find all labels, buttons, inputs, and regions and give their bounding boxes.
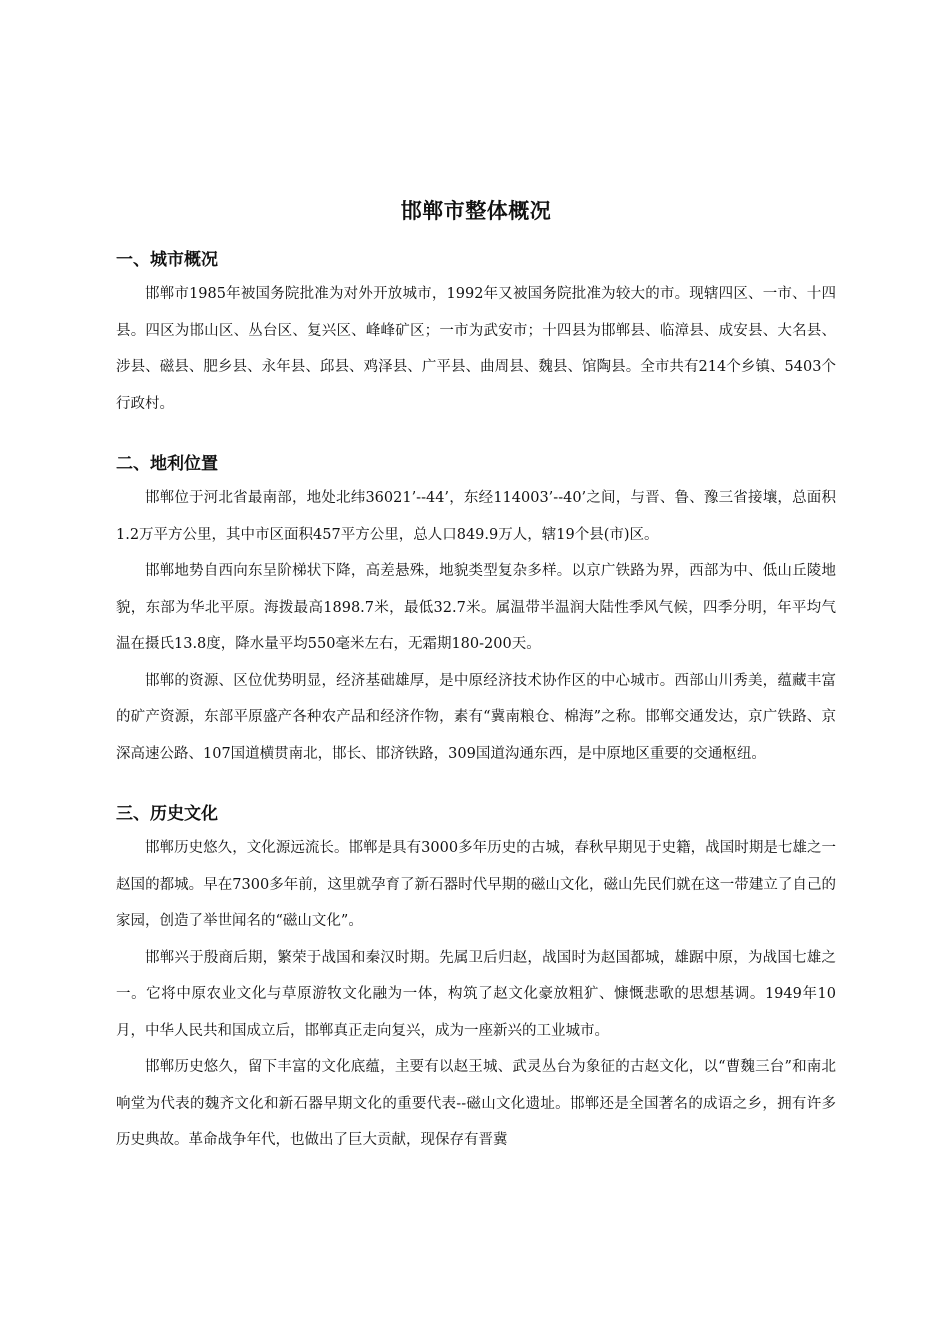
paragraph: 邯郸的资源、区位优势明显，经济基础雄厚，是中原经济技术协作区的中心城市。西部山川秀美，蕴藏丰富的矿产资源，东部平原盛产各种农产品和经济作物，素有“冀南粮仓、棉海”之称。邯郸交通发达，京广铁路、京深高速公路、107国道横贯南北，邯长、邯济铁路，309国道沟通东西，是中原地区重要的交通枢纽。 bbox=[116, 672, 836, 762]
page-title: 邯郸市整体概况 bbox=[400, 199, 552, 223]
paragraph: 邯郸位于河北省最南部，地处北纬36021’--44’，东经114003’--40’之间，与晋、鲁、豫三省接壤，总面积1.2万平方公里，其中市区面积457平方公里，总人口849.9万人，辖19个县(市)区。 bbox=[116, 490, 836, 543]
paragraph: 邯郸兴于殷商后期，繁荣于战国和秦汉时期。先属卫后归赵，战国时为赵国都城，雄踞中原，为战国七雄之一。它将中原农业文化与草原游牧文化融为一体，构筑了赵文化豪放粗犷、慷慨悲歌的思想基调。1949年10月，中华人民共和国成立后，邯郸真正走向复兴，成为一座新兴的工业城市。 bbox=[116, 949, 836, 1039]
section-heading: 二、地利位置 bbox=[116, 454, 218, 474]
paragraph: 邯郸地势自西向东呈阶梯状下降，高差悬殊，地貌类型复杂多样。以京广铁路为界，西部为中、低山丘陵地貌，东部为华北平原。海拨最高1898.7米，最低32.7米。属温带半温润大陆性季风气候，四季分明，年平均气温在摄氏13.8度，降水量平均550毫米左右，无霜期180-200天。 bbox=[116, 563, 836, 652]
section-history-culture bbox=[116, 800, 836, 1159]
document-body bbox=[116, 196, 836, 1187]
section-city-overview bbox=[116, 246, 836, 422]
paragraph: 邯郸历史悠久，文化源远流长。邯郸是具有3000多年历史的古城，春秋早期见于史籍，战国时期是七雄之一赵国的都城。早在7300多年前，这里就孕育了新石器时代早期的磁山文化，磁山先民们就在这一带建立了自己的家园，创造了举世闻名的“磁山文化”。 bbox=[116, 840, 836, 929]
paragraph: 邯郸历史悠久，留下丰富的文化底蕴，主要有以赵王城、武灵丛台为象征的古赵文化，以“曹魏三台”和南北响堂为代表的魏齐文化和新石器早期文化的重要代表--磁山文化遗址。邯郸还是全国著名的成语之乡，拥有许多历史典故。革命战争年代，也做出了巨大贡献，现保存有晋冀 bbox=[116, 1059, 836, 1148]
paragraph: 邯郸市1985年被国务院批准为对外开放城市，1992年又被国务院批准为较大的市。现辖四区、一市、十四县。四区为邯山区、丛台区、复兴区、峰峰矿区；一市为武安市；十四县为邯郸县、临漳县、成安县、大名县、涉县、磁县、肥乡县、永年县、邱县、鸡泽县、广平县、曲周县、魏县、馆陶县。全市共有214个乡镇、5403个行政村。 bbox=[116, 286, 836, 412]
section-heading: 一、城市概况 bbox=[116, 250, 218, 270]
section-heading: 三、历史文化 bbox=[116, 804, 218, 824]
section-geography bbox=[116, 450, 836, 772]
